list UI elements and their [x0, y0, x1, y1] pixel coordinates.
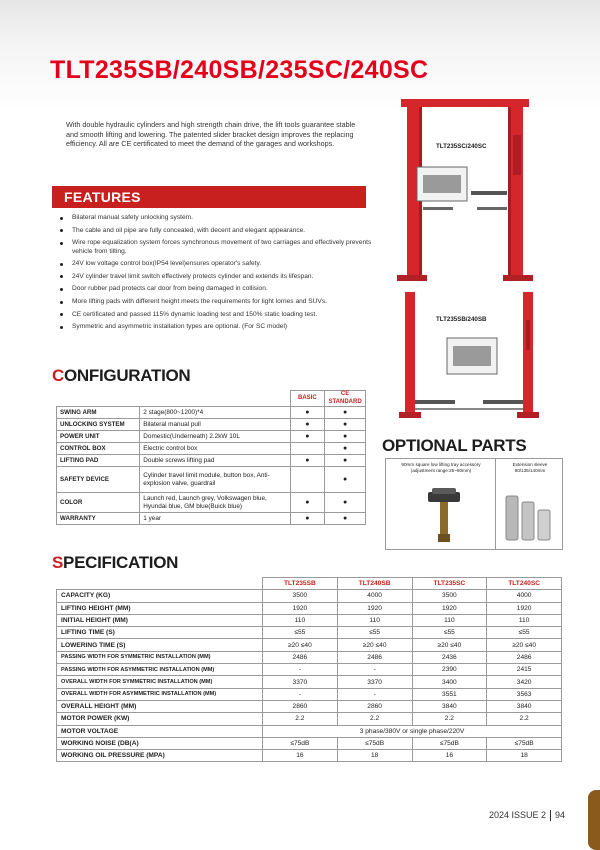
bullet-icon — [60, 263, 63, 266]
table-row: MOTOR POWER (KW) 2.2 2.2 2.2 2.2 — [57, 713, 562, 725]
bullet-icon — [60, 288, 63, 291]
table-row: LOWERING TIME (S) ≥20 ≤40 ≥20 ≤40 ≥20 ≤40 ≥20 ≤40 — [57, 639, 562, 651]
feature-item: Wire rope equalization system forces synchronous movement of two carriages and effectively prevents vehicle from tilting. — [58, 239, 378, 256]
feature-item: Door rubber pad protects car door from being damaged in collision. — [58, 285, 378, 293]
table-row: LIFTING PAD Double screws lifting pad ● ● — [57, 455, 366, 467]
table-row: OVERALL WIDTH FOR SYMMETRIC INSTALLATION (MM) 3370 3370 3400 3420 — [57, 676, 562, 688]
table-row: WARRANTY 1 year ● ● — [57, 513, 366, 525]
bullet-icon — [60, 313, 63, 316]
specification-heading: SPECIFICATION — [52, 553, 179, 572]
configuration-table — [56, 390, 366, 525]
column-ce-standard: CE STANDARD — [325, 391, 366, 407]
feature-item: 24V low voltage control box(IP54 level)ensures operator's safety. — [58, 260, 378, 268]
bullet-icon — [60, 326, 63, 329]
features-banner — [52, 186, 366, 208]
page-number: 94 — [555, 810, 566, 820]
table-row: MOTOR VOLTAGE 3 phase/380V or single phase/220V — [57, 725, 562, 737]
extension-sleeve-image — [504, 490, 556, 544]
table-row: INITIAL HEIGHT (MM) 110 110 110 110 — [57, 614, 562, 626]
table-row: SWING ARM 2 stage(800~1200)*4 ● ● — [57, 407, 366, 419]
column-tlt235sb: TLT235SB — [263, 578, 338, 590]
tray-accessory-image — [424, 488, 464, 544]
lift-label-235sc-240sc: TLT235SC/240SC — [436, 143, 487, 150]
feature-item: Bilateral manual safety unlocking system. — [58, 214, 378, 222]
column-basic: BASIC — [290, 391, 325, 407]
intro-paragraph: With double hydraulic cylinders and high strength chain drive, the lift tools guarantee stable and smooth lifting and lowering. The patented slider bracket design improves the replacing efficiency. All are CE certificated to meet the demand of the garages and workshops. — [66, 120, 356, 149]
table-row: UNLOCKING SYSTEM Bilateral manual pull ● ● — [57, 419, 366, 431]
table-row: OVERALL WIDTH FOR ASYMMETRIC INSTALLATION (MM) - - 3551 3563 — [57, 688, 562, 700]
specification-table — [56, 577, 562, 762]
bullet-icon — [60, 217, 63, 220]
table-row: POWER UNIT Domestic(Underneath) 2.2kW 10L ● ● — [57, 431, 366, 443]
features-heading: FEATURES — [64, 189, 141, 205]
feature-item: CE certificated and passed 115% dynamic loading test and 150% static loading test. — [58, 311, 378, 319]
extension-sleeve-caption: Extension sleeve 90/135/140mm — [512, 462, 548, 473]
table-header-row — [57, 578, 562, 590]
table-row: LIFTING HEIGHT (MM) 1920 1920 1920 1920 — [57, 602, 562, 614]
feature-item: More lifting pads with different height meets the requirements for light lorries and SUVs. — [58, 298, 378, 306]
table-row: LIFTING TIME (S) ≤55 ≤55 ≤55 ≤55 — [57, 627, 562, 639]
table-row: COLOR Launch red, Launch grey, Volkswagen blue, Hyundai blue, GM blue(Buick blue) ● ● — [57, 493, 366, 513]
column-tlt240sc: TLT240SC — [487, 578, 562, 590]
divider — [550, 810, 551, 821]
column-tlt240sb: TLT240SB — [337, 578, 412, 590]
page-title: TLT235SB/240SB/235SC/240SC — [50, 56, 429, 84]
column-tlt235sc: TLT235SC — [412, 578, 487, 590]
bullet-icon — [60, 275, 63, 278]
table-row: WORKING OIL PRESSURE (MPA) 16 18 16 18 — [57, 750, 562, 762]
tray-accessory-caption: 90mm square low lifting tray accessory (adjustment range:25~90mm) — [401, 462, 481, 473]
table-row: PASSING WIDTH FOR ASYMMETRIC INSTALLATION (MM) - - 2390 2415 — [57, 664, 562, 676]
issue-label: 2024 ISSUE 2 — [489, 810, 547, 820]
optional-parts-heading: OPTIONAL PARTS — [382, 436, 527, 455]
lift-illustration-235sc-240sc — [395, 95, 535, 285]
table-row: CONTROL BOX Electric control box ● — [57, 443, 366, 455]
table-row: WORKING NOISE (DB(A) ≤75dB ≤75dB ≤75dB ≤75dB — [57, 737, 562, 749]
features-list — [58, 214, 378, 336]
table-row: PASSING WIDTH FOR SYMMETRIC INSTALLATION (MM) 2486 2486 2436 2486 — [57, 651, 562, 663]
section-tab — [588, 790, 600, 850]
configuration-heading: CONFIGURATION — [52, 366, 191, 385]
table-row: OVERALL HEIGHT (MM) 2860 2860 3840 3840 — [57, 700, 562, 712]
bullet-icon — [60, 242, 63, 245]
lift-illustration-235sb-240sb — [395, 290, 545, 422]
bullet-icon — [60, 229, 63, 232]
page-footer — [489, 810, 565, 821]
feature-item: The cable and oil pipe are fully concealed, with decent and elegant appearance. — [58, 227, 378, 235]
lift-label-235sb-240sb: TLT235SB/240SB — [436, 316, 487, 323]
feature-item: Symmetric and asymmetric installation types are optional. (For SC model) — [58, 323, 378, 331]
bullet-icon — [60, 301, 63, 304]
feature-item: 24V cylinder travel limit switch effectively protects cylinder and extends its lifespan. — [58, 273, 378, 281]
table-header-row — [57, 391, 366, 407]
table-row: SAFETY DEVICE Cylinder travel limit module, button box, Anti-explosion valve, guardrail ● — [57, 467, 366, 493]
table-row: CAPACITY (KG) 3500 4000 3500 4000 — [57, 590, 562, 602]
divider — [495, 458, 496, 550]
